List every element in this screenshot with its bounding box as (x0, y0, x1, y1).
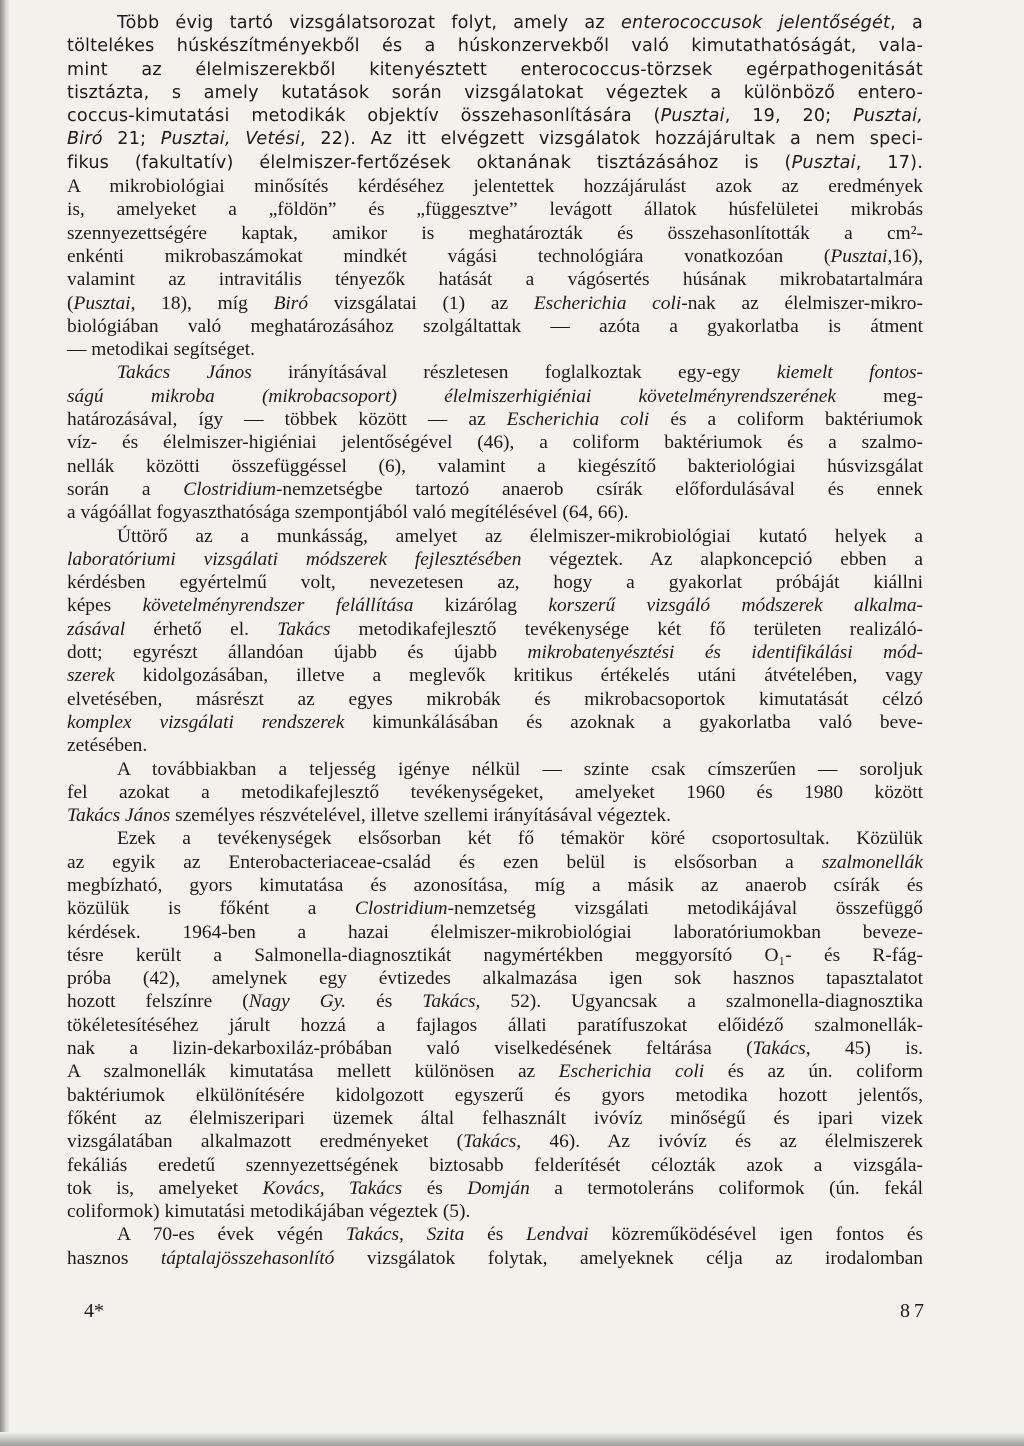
italic-text-run: Takács (422, 991, 476, 1013)
text-run: során a (67, 478, 184, 500)
text-run: a vágóállat fogyaszthatósága szempontjából való megítélésével (64, 66). (67, 502, 629, 524)
text-run: A szalmonellák kimutatása mellett különösen az (67, 1061, 559, 1083)
italic-text-run: Kovács, Takács (262, 1177, 403, 1199)
text-run: Több évig tartó vizsgálatsorozat folyt, amely az (117, 13, 621, 33)
text-run: közülük is főként a (67, 898, 355, 920)
text-line (67, 338, 923, 361)
text-run: fel azokat a metodikafejlesztő tevékenységeket, amelyeket 1960 és 1980 között (67, 781, 923, 803)
text-line (67, 408, 923, 431)
text-run: tökéletesítéséhez járult hozzá a fajlagos állati paratífuszokat előidéző szalmonellák- (67, 1014, 923, 1036)
text-run: — metodikai segítséget. (67, 339, 255, 361)
text-line (67, 385, 923, 408)
text-line (67, 128, 923, 151)
text-line (67, 315, 923, 338)
text-run: képes (67, 595, 143, 617)
text-run: zetésében. (67, 735, 148, 757)
text-run: fikus (fakultatív) élelmiszer-fertőzések oktanának tisztázásához is ( (67, 152, 792, 173)
italic-text-run: enterococcusok jelentőségét (620, 13, 891, 33)
text-run: és (346, 991, 423, 1013)
text-line (67, 548, 923, 571)
text-line (67, 1014, 923, 1037)
text-run: ,16), (887, 245, 923, 267)
italic-text-run: Escherichia coli (558, 1061, 705, 1083)
text-run: irányításával részletesen foglalkoztak egy-egy (251, 362, 777, 384)
text-run: mint az élelmiszerekből kitenyésztett enterococcus-törzsek egérpathogenitását (67, 59, 923, 80)
text-run: , 18), míg (130, 292, 274, 314)
italic-text-run: Pusztai (830, 245, 888, 267)
italic-text-run: Pusztai, Vetési (160, 129, 301, 150)
text-line (67, 12, 923, 35)
text-run: is, amelyeket a „földön” és „függesztve” levágott állatok húsfelületei mikrobás (67, 199, 923, 221)
text-line (67, 874, 923, 897)
page-bottom-shadow (0, 1432, 1024, 1446)
text-run: fekáliás eredetű szennyezettségének biztosabb felderítését célozták azok a vizsgála- (67, 1154, 923, 1176)
text-run: tésre került a Salmonella-diagnosztikát nagymértékben meggyorsító O₁- és R-fág- (67, 944, 923, 966)
text-run: személyes részvételével, illetve szellemi irányításával végeztek. (170, 805, 671, 827)
text-run: , 22). Az itt elvégzett vizsgálatok hozzájárultak a nem speci- (300, 129, 923, 150)
text-line (67, 222, 923, 245)
signature-mark: 4* (84, 1300, 104, 1322)
text-run: vizsgálatában alkalmazott eredményeket ( (67, 1131, 464, 1153)
text-line (67, 501, 923, 524)
text-line (67, 944, 923, 967)
text-line (67, 594, 923, 617)
text-run: Ezek a tevékenységek elsősorban két fő témakör köré csoportosultak. Közülük (117, 828, 923, 850)
text-line (67, 571, 923, 594)
text-line (67, 268, 923, 291)
text-run: kimunkálásában és azoknak a gyakorlatba való beve- (344, 711, 923, 733)
text-line (67, 478, 923, 501)
text-line (67, 827, 923, 850)
text-run: ( (67, 292, 74, 314)
italic-text-run: Takács (277, 618, 331, 640)
text-line (67, 35, 923, 58)
text-run: töltelékes húskészítményekből és a húskonzervekből való kimutathatóságát, vala- (67, 36, 923, 57)
text-run: dott; egyrészt állandóan újabb és újabb (67, 642, 528, 664)
text-line (67, 1060, 923, 1083)
italic-text-run: Pusztai (73, 292, 131, 314)
italic-text-run: Pusztai (791, 152, 856, 173)
italic-text-run: Takács (752, 1038, 806, 1060)
text-run: coccus-kimutatási metodikák objektív összehasonlítására ( (67, 106, 661, 127)
text-run: A mikrobiológiai minősítés kérdéséhez jelentettek hozzájárulást azok az eredmények (67, 176, 923, 198)
text-run: kérdések. 1964-ben a hazai élelmiszer-mikrobiológiai laboratóriumokban beveze- (67, 921, 923, 943)
italic-text-run: Escherichia coli (506, 409, 650, 431)
text-line (67, 1154, 923, 1177)
text-run: meg- (835, 385, 923, 407)
text-run: kizárólag (413, 595, 549, 617)
text-run: , 17). (855, 152, 923, 173)
text-line (67, 734, 923, 757)
text-line (67, 431, 923, 454)
italic-text-run: komplex vizsgálati rendszerek (67, 711, 345, 733)
text-line (67, 804, 923, 827)
text-run: baktériumok elkülönítésére kidolgozott egyszerű és gyors metodika hozott jelentős, (67, 1084, 923, 1106)
text-line (67, 59, 923, 82)
text-run: , a (890, 13, 923, 33)
text-run: coliformok) kimutatási metodikájában végeztek (5). (67, 1201, 471, 1223)
text-line (67, 175, 923, 198)
body-text (67, 12, 923, 1270)
text-run: 21; (102, 129, 161, 150)
italic-text-run: kiemelt fontos- (776, 362, 923, 384)
text-line (67, 1130, 923, 1153)
text-run: , 46). Az ivóvíz és az élelmiszerek (516, 1131, 923, 1153)
text-run: hasznos (67, 1247, 161, 1269)
text-line (67, 198, 923, 221)
text-line (67, 711, 923, 734)
italic-text-run: szerek (67, 665, 115, 687)
italic-text-run: korszerű vizsgáló módszerek alkalma- (548, 595, 923, 617)
text-line (67, 1107, 923, 1130)
text-line (67, 1223, 923, 1246)
text-run: A továbbiakban a teljesség igénye nélkül — szinte csak címszerűen — soroljuk (117, 758, 923, 780)
italic-text-run: Pusztai, (853, 106, 923, 127)
italic-text-run: Takács (463, 1131, 517, 1153)
text-run: vizsgálatai (1) az (308, 292, 534, 314)
text-run: víz- és élelmiszer-higiéniai jelentőségével (46), a coliform baktériumok és a szalmo- (67, 432, 923, 454)
text-run: elvetésében, másrészt az egyes mikrobák és mikrobacsoportok kimutatását célzó (67, 688, 923, 710)
text-line (67, 455, 923, 478)
text-run: határozásával, így — többek között — az (67, 409, 507, 431)
italic-text-run: táptalajösszehasonlító (160, 1247, 335, 1269)
text-line (67, 688, 923, 711)
italic-text-run: ságú mikroba (mikrobacsoport) élelmiszerhigiéniai követelményrendszerének (67, 385, 836, 407)
text-line (67, 781, 923, 804)
italic-text-run: Biró (273, 292, 309, 314)
text-line (67, 897, 923, 920)
text-run: szennyezettségére kaptak, amikor is meghatározták és összehasonlították a cm²- (67, 222, 923, 244)
text-run: érhető el. (125, 618, 278, 640)
text-line (67, 152, 923, 175)
italic-text-run: laboratóriumi vizsgálati módszerek fejlesztésében (67, 548, 522, 570)
italic-text-run: mikrobatenyésztési és identifikálási mód- (527, 642, 923, 664)
text-run: főként az élelmiszeripari üzemek által felhasznált ivóvíz minőségű és ipari vizek (67, 1107, 923, 1129)
text-line (67, 361, 923, 384)
text-run: Úttörő az a munkásság, amelyet az élelmiszer-mikrobiológiai kutató helyek a (117, 525, 923, 547)
text-line (67, 641, 923, 664)
italic-text-run: Nagy Gy. (248, 991, 347, 1013)
text-line (67, 245, 923, 268)
italic-text-run: szalmonellák (821, 851, 923, 873)
text-run: hozott felszínre ( (67, 991, 249, 1013)
text-run: az egyik az Enterobacteriaceae-család és ezen belül is elsősorban a (67, 851, 822, 873)
italic-text-run: zásával (67, 618, 126, 640)
italic-text-run: Takács János (117, 362, 252, 384)
italic-text-run: Lendvai (526, 1224, 589, 1246)
text-line (67, 1177, 923, 1200)
text-run: valamint az intravitális tényezők hatását a vágósertés húsának mikrobatartalmára (67, 269, 923, 291)
text-run: és a coliform baktériumok (649, 409, 923, 431)
text-line (67, 82, 923, 105)
text-run: metodikafejlesztő tevékenysége két fő területen realizáló- (330, 618, 923, 640)
text-run: közreműködésével igen fontos és (588, 1224, 924, 1246)
text-line (67, 990, 923, 1013)
text-line (67, 1084, 923, 1107)
text-run: kidolgozásában, illetve a meglevők kritikus értékelés utáni átvételében, vagy (114, 665, 923, 687)
text-run: enkénti mikrobaszámokat mindkét vágási technológiára vonatkozóan ( (67, 245, 831, 267)
text-line (67, 1037, 923, 1060)
text-line (67, 618, 923, 641)
text-run: végeztek. Az alapkoncepció ebben a (521, 548, 923, 570)
text-run: megbízható, gyors kimutatása és azonosítása, míg a másik az anaerob csírák és (67, 874, 923, 896)
italic-text-run: Clostridium (183, 478, 276, 500)
italic-text-run: Takács, Szita (345, 1224, 465, 1246)
text-line (67, 851, 923, 874)
italic-text-run: Biró (67, 129, 103, 150)
text-line (67, 292, 923, 315)
text-line (67, 664, 923, 687)
italic-text-run: követelményrendszer felállítása (142, 595, 414, 617)
text-line (67, 1247, 923, 1270)
italic-text-run: Escherichia coli (533, 292, 682, 314)
italic-text-run: Clostridium (354, 898, 448, 920)
text-run: nak a lizin-dekarboxiláz-próbában való viselkedésének feltárása ( (67, 1038, 753, 1060)
text-run: -nak az élelmiszer-mikro- (681, 292, 923, 314)
text-line (67, 967, 923, 990)
text-run: , 45) is. (805, 1038, 923, 1060)
text-line (67, 1200, 923, 1223)
italic-text-run: Domján (467, 1177, 530, 1199)
text-run: és (402, 1177, 468, 1199)
text-run: -nemzetség vizsgálati metodikájával összefüggő (447, 898, 923, 920)
text-run: nellák közötti összefüggéssel (6), valamint a kiegészítő bakteriológiai húsvizsgálat (67, 455, 923, 477)
text-run: tok is, amelyeket (67, 1177, 263, 1199)
text-line (67, 525, 923, 548)
text-run: , 52). Ugyancsak a szalmonella-diagnosztika (475, 991, 924, 1013)
page-number: 87 (900, 1300, 928, 1322)
text-run: kérdésben egyértelmű volt, nevezetesen az, hogy a gyakorlat próbáját kiállni (67, 572, 923, 594)
italic-text-run: Takács János (67, 805, 171, 827)
italic-text-run: Pusztai (660, 106, 725, 127)
text-line (67, 105, 923, 128)
text-run: és az ún. coliform (704, 1061, 923, 1083)
text-run: , 19, 20; (724, 106, 854, 127)
text-run: tisztázta, s amely kutatások során vizsgálatokat végeztek a különböző entero- (67, 82, 923, 103)
text-run: a termotoleráns coliformok (ún. fekál (529, 1177, 923, 1199)
text-run: A 70-es évek végén (117, 1224, 346, 1246)
text-run: és (464, 1224, 527, 1246)
page-left-shadow (0, 0, 10, 1446)
text-run: próba (42), amelynek egy évtizedes alkalmazása igen sok hasznos tapasztalatot (67, 968, 923, 990)
text-line (67, 921, 923, 944)
text-run: biológiában való meghatározásához szolgáltattak — azóta a gyakorlatba is átment (67, 315, 923, 337)
text-run: -nemzetségbe tartozó anaerob csírák előfordulásával és ennek (275, 478, 923, 500)
text-run: vizsgálatok folytak, amelyeknek célja az irodalomban (334, 1247, 923, 1269)
text-line (67, 758, 923, 781)
